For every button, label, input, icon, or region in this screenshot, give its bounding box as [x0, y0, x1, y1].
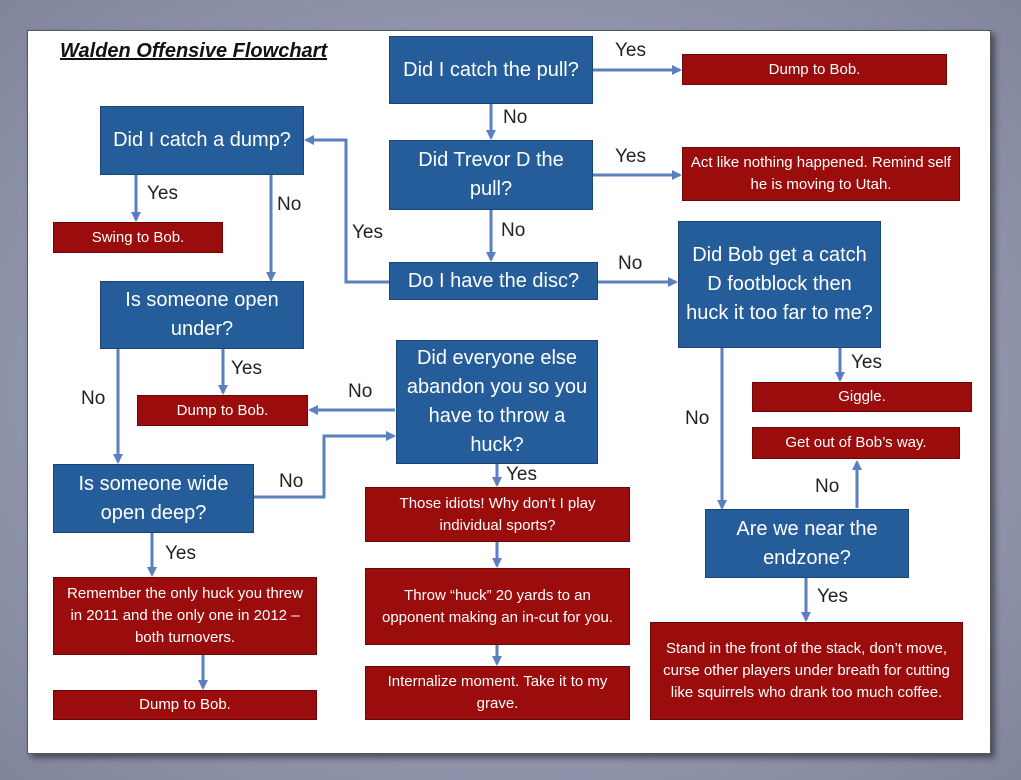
flowchart-title: Walden Offensive Flowchart: [60, 40, 328, 62]
label-pull-no: No: [503, 107, 528, 128]
node-near-endzone: Are we near the endzone?: [705, 509, 909, 578]
label-endzone-yes: Yes: [817, 586, 848, 607]
label-wide-no: No: [279, 471, 304, 492]
node-have-disc: Do I have the disc?: [389, 262, 598, 300]
label-dump-no: No: [277, 194, 302, 215]
label-disc-yes: Yes: [352, 222, 383, 243]
label-abandon-no: No: [348, 381, 373, 402]
node-idiots: Those idiots! Why don’t I play individual sports?: [365, 487, 630, 542]
node-throw-huck: Throw “huck” 20 yards to an opponent making an in-cut for you.: [365, 568, 630, 645]
label-bob-yes: Yes: [851, 352, 882, 373]
node-catch-pull: Did I catch the pull?: [389, 36, 593, 104]
node-abandon: Did everyone else abandon you so you have to throw a huck?: [396, 340, 598, 464]
label-under-yes: Yes: [231, 358, 262, 379]
node-dump-to-bob-3: Dump to Bob.: [53, 690, 317, 720]
label-trevor-yes: Yes: [615, 146, 646, 167]
node-swing-to-bob: Swing to Bob.: [53, 222, 223, 253]
label-disc-no: No: [618, 253, 643, 274]
label-under-no: No: [81, 388, 106, 409]
node-open-under: Is someone open under?: [100, 281, 304, 349]
node-remember-huck: Remember the only huck you threw in 2011 and the only one in 2012 – both turnovers.: [53, 577, 317, 655]
node-act-like: Act like nothing happened. Remind self he is moving to Utah.: [682, 147, 960, 201]
arrow-disc-yes: [306, 140, 389, 282]
node-trevor-d: Did Trevor D the pull?: [389, 140, 593, 210]
node-dump-to-bob-1: Dump to Bob.: [682, 54, 947, 85]
label-pull-yes: Yes: [615, 40, 646, 61]
node-dump-to-bob-2: Dump to Bob.: [137, 395, 308, 426]
node-internalize: Internalize moment. Take it to my grave.: [365, 666, 630, 720]
label-trevor-no: No: [501, 220, 526, 241]
node-bob-footblock: Did Bob get a catch D footblock then huck it too far to me?: [678, 221, 881, 348]
node-giggle: Giggle.: [752, 382, 972, 412]
node-get-out: Get out of Bob’s way.: [752, 427, 960, 459]
node-stand-front: Stand in the front of the stack, don’t move, curse other players under breath for cutting like squirrels who drank too much coffee.: [650, 622, 963, 720]
label-abandon-yes: Yes: [506, 464, 537, 485]
label-wide-yes: Yes: [165, 543, 196, 564]
label-dump-yes: Yes: [147, 183, 178, 204]
node-catch-dump: Did I catch a dump?: [100, 106, 304, 175]
label-endzone-no: No: [815, 476, 840, 497]
node-wide-open: Is someone wide open deep?: [53, 464, 254, 533]
label-bob-no: No: [685, 408, 710, 429]
